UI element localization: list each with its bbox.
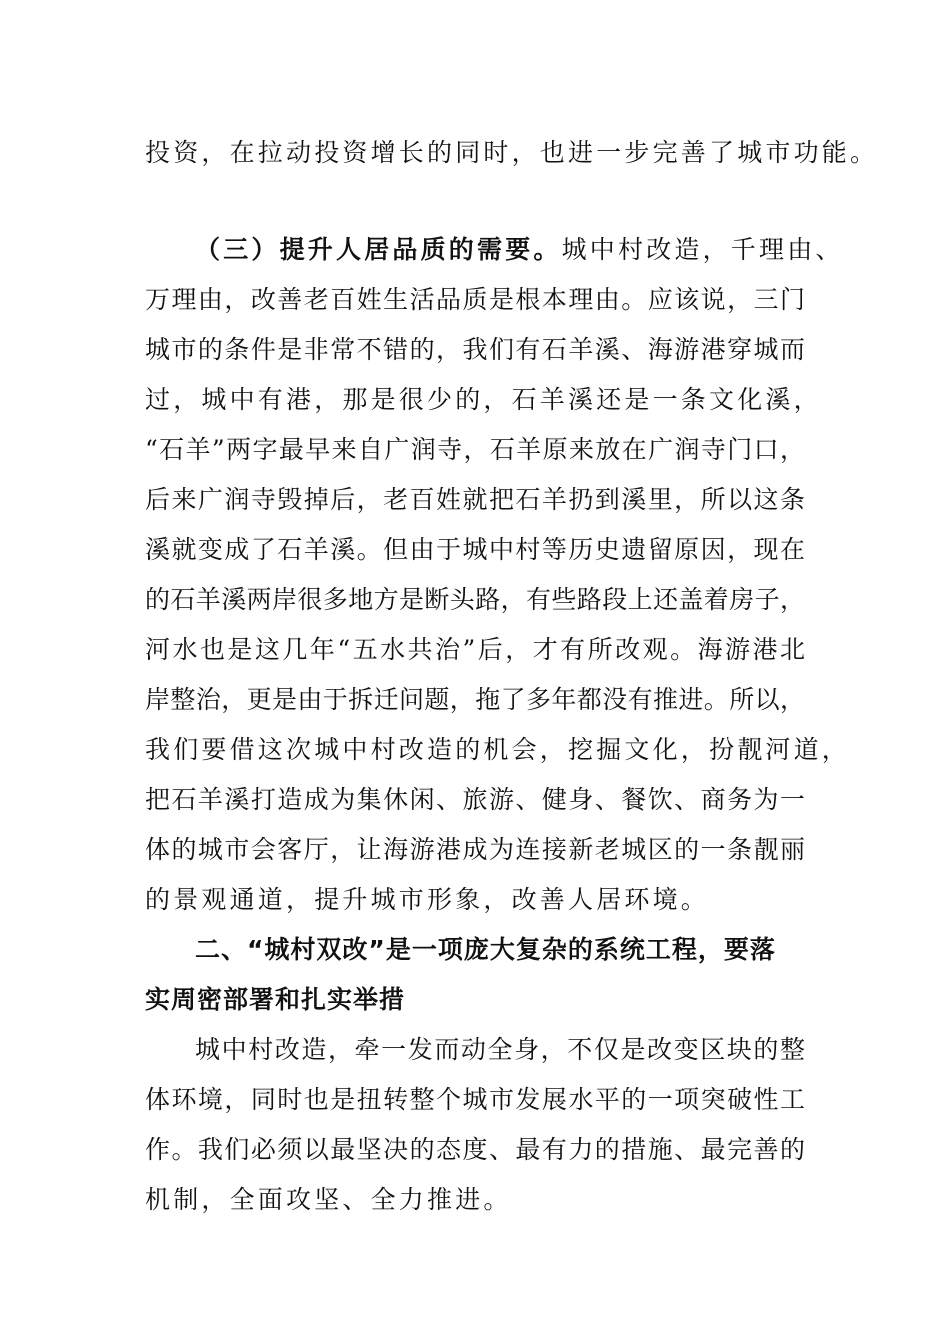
section-three-first-line xyxy=(195,234,844,266)
paragraph-line: 投资，在拉动投资增长的同时，也进一步完善了城市功能。 xyxy=(145,138,879,167)
paragraph-line: 体的城市会客厅，让海游港成为连接新老城区的一条靓丽 xyxy=(145,835,805,864)
paragraph-line: 城中村改造，牵一发而动全身，不仅是改变区块的整 xyxy=(195,1035,805,1064)
section-two-heading-line: 二、“城村双改”是一项庞大复杂的系统工程，要落 xyxy=(195,935,776,964)
paragraph-line: “石羊”两字最早来自广润寺，石羊原来放在广润寺门口， xyxy=(145,435,805,464)
paragraph-line: 的石羊溪两岸很多地方是断头路，有些路段上还盖着房子， xyxy=(145,585,805,614)
section-three-first-line-text: 城中村改造，千理由、 xyxy=(561,235,844,264)
paragraph-line: 作。我们必须以最坚决的态度、最有力的措施、最完善的 xyxy=(145,1135,805,1164)
paragraph-line: 岸整治，更是由于拆迁问题，拖了多年都没有推进。所以， xyxy=(145,685,805,714)
section-three-heading: （三）提升人居品质的需要。 xyxy=(195,235,562,264)
paragraph-line: 河水也是这几年“五水共治”后，才有所改观。海游港北 xyxy=(145,635,805,664)
paragraph-line: 体环境，同时也是扭转整个城市发展水平的一项突破性工 xyxy=(145,1085,805,1114)
paragraph-line: 的景观通道，提升城市形象，改善人居环境。 xyxy=(145,885,710,914)
section-two-heading-line: 实周密部署和扎实举措 xyxy=(145,985,406,1014)
paragraph-line: 过，城中有港，那是很少的，石羊溪还是一条文化溪， xyxy=(145,385,822,414)
paragraph-line: 城市的条件是非常不错的，我们有石羊溪、海游港穿城而 xyxy=(145,335,805,364)
paragraph-line: 万理由，改善老百姓生活品质是根本理由。应该说，三门 xyxy=(145,285,805,314)
paragraph-line: 后来广润寺毁掉后，老百姓就把石羊扔到溪里，所以这条 xyxy=(145,485,805,514)
paragraph-line: 把石羊溪打造成为集休闲、旅游、健身、餐饮、商务为一 xyxy=(145,785,805,814)
paragraph-line: 溪就变成了石羊溪。但由于城中村等历史遗留原因，现在 xyxy=(145,535,805,564)
paragraph-line: 机制，全面攻坚、全力推进。 xyxy=(145,1185,512,1214)
paragraph-line: 我们要借这次城中村改造的机会，挖掘文化，扮靓河道， xyxy=(145,735,851,764)
